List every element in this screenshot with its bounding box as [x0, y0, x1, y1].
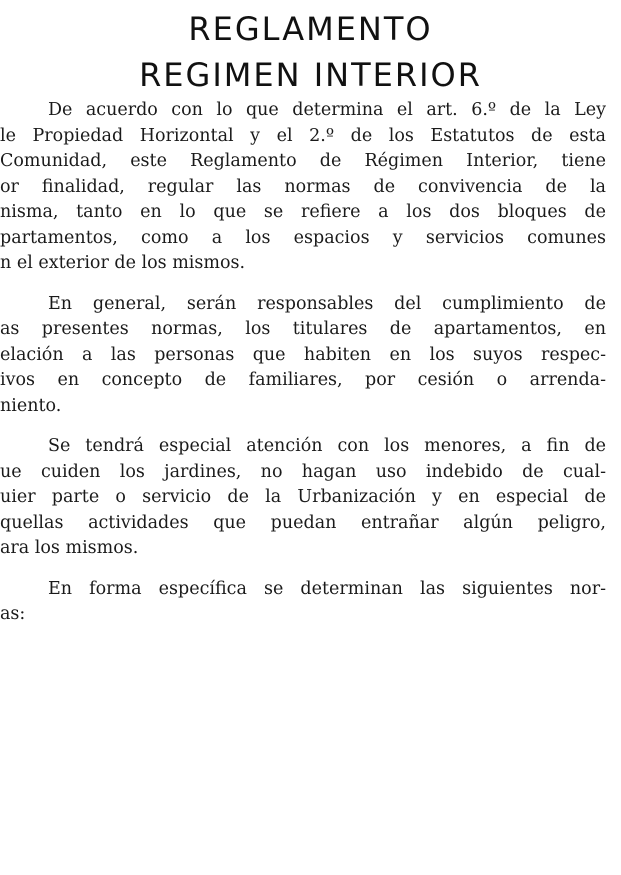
text-line: n el exterior de los mismos. [0, 253, 246, 273]
title-line-2: REGIMEN INTERIOR [139, 56, 482, 94]
text-line: nisma, tanto en lo que se refiere a los dos bloques de [0, 202, 606, 222]
paragraph-2 [0, 292, 606, 420]
text-line: De acuerdo con lo que determina el art. 6.º de la Ley [48, 100, 606, 120]
paragraph-4 [0, 577, 606, 628]
paragraph-3 [0, 434, 606, 562]
text-line: ivos en concepto de familiares, por cesión o arrenda- [0, 370, 606, 390]
text-line: Se tendrá especial atención con los menores, a fin de [48, 436, 606, 456]
text-line: En forma específica se determinan las siguientes nor- [48, 578, 606, 599]
text-line: as: [0, 604, 26, 624]
text-line: partamentos, como a los espacios y servicios comunes [0, 227, 606, 248]
text-line: quellas actividades que puedan entrañar algún peligro, [0, 512, 606, 533]
text-line: or finalidad, regular las normas de convivencia de la [0, 176, 606, 197]
text-line: ue cuiden los jardines, no hagan uso indebido de cual- [0, 461, 606, 482]
text-line: elación a las personas que habiten en los suyos respec- [0, 344, 606, 365]
text-line: as presentes normas, los titulares de apartamentos, en [0, 319, 606, 339]
text-line: uier parte o servicio de la Urbanización y en especial de [0, 487, 606, 507]
document-body [0, 98, 606, 643]
text-line: niento. [0, 395, 62, 416]
title-line-1: REGLAMENTO [188, 10, 433, 48]
text-line: En general, serán responsables del cumplimiento de [48, 293, 606, 314]
paragraph-1 [0, 98, 606, 277]
text-line: ara los mismos. [0, 538, 139, 558]
text-line: le Propiedad Horizontal y el 2.º de los Estatutos de esta [0, 125, 606, 146]
text-line: Comunidad, este Reglamento de Régimen Interior, tiene [0, 151, 606, 171]
